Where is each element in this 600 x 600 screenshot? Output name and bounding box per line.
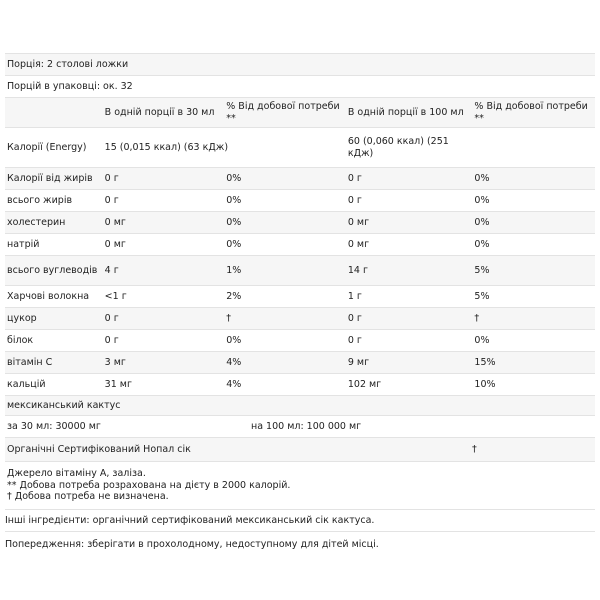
per-serving-value: 4 г <box>104 264 119 276</box>
dv-serving-value: 2% <box>226 290 242 302</box>
per-serving-value: 0 г <box>104 312 119 324</box>
servings-per-pack-row <box>5 75 595 97</box>
header-dv-serving: % Від добової потреби ** <box>226 101 340 124</box>
dv-serving-value: 0% <box>226 334 242 346</box>
per-100-value: 9 мг <box>347 356 370 368</box>
nutrient-name: Харчові волокна <box>7 290 90 302</box>
cactus-per-100: на 100 мл: 100 000 мг <box>251 420 362 432</box>
nutrient-row <box>5 255 595 285</box>
nutrient-name: вітамін С <box>7 356 53 368</box>
dv-100-value: 0% <box>474 194 490 206</box>
nopal-name: Органічні Сертифікований Нопал сік <box>7 443 191 455</box>
nutrient-row <box>5 233 595 255</box>
cactus-per-serving: за 30 мл: 30000 мг <box>7 420 101 432</box>
nutrient-name: натрій <box>7 238 40 250</box>
nutrient-name: цукор <box>7 312 37 324</box>
per-100-value: 0 г <box>347 312 362 324</box>
per-100-value: 0 г <box>347 194 362 206</box>
dv-serving-value: 1% <box>226 264 242 276</box>
footnote-source: Джерело вітаміну А, заліза. <box>7 468 146 480</box>
nutrient-name: Калорії від жирів <box>7 172 93 184</box>
dv-100-value: 5% <box>474 264 490 276</box>
dv-serving-value: 0% <box>226 194 242 206</box>
nutrient-name: кальцій <box>7 378 46 390</box>
dv-serving-value: 4% <box>226 356 242 368</box>
per-serving-value: 3 мг <box>104 356 126 368</box>
header-per-100: В одній порції в 100 мл <box>347 106 464 118</box>
nutrient-row <box>5 211 595 233</box>
footnote-daily-value: ** Добова потреба розрахована на дієту в 2000 калорій. <box>7 479 291 491</box>
per-100-value: 102 мг <box>347 378 382 390</box>
per-serving-value: 0 г <box>104 194 119 206</box>
header-row <box>5 97 595 127</box>
nopal-row <box>5 437 595 461</box>
cactus-title: мексиканський кактус <box>7 399 121 411</box>
per-serving-value: <1 г <box>104 290 127 302</box>
dv-100-value: 0% <box>474 216 490 228</box>
serving-size: Порція: 2 столові ложки <box>7 58 129 70</box>
per-serving-value: 0 мг <box>104 238 126 250</box>
dv-serving-value: 0% <box>226 216 242 228</box>
nutrient-row <box>5 351 595 373</box>
nutrient-row <box>5 189 595 211</box>
dv-100-value: † <box>474 312 480 324</box>
nutrient-name: Калорії (Energy) <box>7 141 87 153</box>
per-100-value: 0 г <box>347 172 362 184</box>
footnote-dagger: † Добова потреба не визначена. <box>7 491 169 503</box>
per-serving-value: 0 мг <box>104 216 126 228</box>
dv-serving-value: 0% <box>226 172 242 184</box>
dv-100-value: 0% <box>474 172 490 184</box>
per-100-value: 1 г <box>347 290 362 302</box>
nutrient-row <box>5 329 595 351</box>
dv-serving-value: 4% <box>226 378 242 390</box>
cactus-title-row <box>5 395 595 415</box>
header-dv-100: % Від добової потреби ** <box>474 101 588 124</box>
dv-100-value: 10% <box>474 378 496 390</box>
nopal-dv: † <box>472 443 477 455</box>
nutrient-name: холестерин <box>7 216 66 228</box>
per-100-value: 0 мг <box>347 238 370 250</box>
dv-100-value: 5% <box>474 290 490 302</box>
supplement-facts-table <box>5 53 595 557</box>
per-serving-value: 0 г <box>104 334 119 346</box>
nutrient-row <box>5 285 595 307</box>
header-per-serving: В одній порції в 30 мл <box>104 106 215 118</box>
warning-text: Попередження: зберігати в прохолодному, недоступному для дітей місці. <box>5 538 379 550</box>
calories-row <box>5 127 595 167</box>
per-100-value: 14 г <box>347 264 368 276</box>
per-serving-value: 31 мг <box>104 378 132 390</box>
per-serving-value: 15 (0,015 ккал) (63 кДж) <box>104 141 229 153</box>
per-100-value: 60 (0,060 ккал) (251 кДж) <box>347 136 449 159</box>
nutrient-row <box>5 167 595 189</box>
dv-100-value: 0% <box>474 334 490 346</box>
warning-row <box>5 531 595 557</box>
per-100-value: 0 г <box>347 334 362 346</box>
dv-serving-value: 0% <box>226 238 242 250</box>
nutrient-name: білок <box>7 334 34 346</box>
cactus-amount-row <box>5 415 595 437</box>
dv-serving-value: † <box>226 312 232 324</box>
nutrient-name: всього жирів <box>7 194 73 206</box>
nutrient-row <box>5 373 595 395</box>
servings-per-pack: Порцій в упаковці: ок. 32 <box>7 80 133 92</box>
other-ingredients: Інші інгредієнти: органічний сертифікований мексиканський сік кактуса. <box>5 514 375 526</box>
other-ingredients-row <box>5 509 595 531</box>
per-100-value: 0 мг <box>347 216 370 228</box>
dv-100-value: 15% <box>474 356 496 368</box>
serving-row <box>5 53 595 75</box>
per-serving-value: 0 г <box>104 172 119 184</box>
nutrient-name: всього вуглеводів <box>7 264 98 276</box>
dv-100-value: 0% <box>474 238 490 250</box>
nutrient-row <box>5 307 595 329</box>
footnotes <box>5 461 595 509</box>
